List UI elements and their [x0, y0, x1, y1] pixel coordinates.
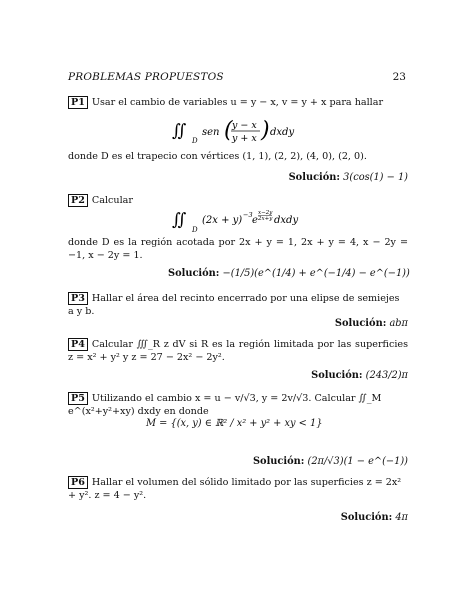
- solution-value: (2π/√3)(1 − e^(−1)): [307, 456, 408, 467]
- solution-label: Solución:: [340, 512, 393, 523]
- problem-tag: P5: [68, 392, 88, 405]
- problem-statement: Usar el cambio de variables u = y − x, v = y + x para hallar: [91, 97, 384, 108]
- svg-text:sen: sen: [202, 127, 220, 138]
- problem-p5: [68, 392, 408, 418]
- problem-tag: P2: [68, 194, 88, 207]
- svg-text:2x+y: 2x+y: [258, 216, 273, 222]
- problem-formula: M = {(x, y) ∈ ℝ² / x² + y² + xy < 1}: [146, 418, 323, 429]
- double-integral-formula-p2: [172, 205, 302, 235]
- problem-tag: P4: [68, 338, 88, 351]
- solution-p4: [168, 370, 408, 381]
- problem-p4: [68, 338, 408, 364]
- solution-p6: [168, 512, 408, 523]
- solution-label: Solución:: [311, 370, 363, 381]
- svg-text:(2x + y): (2x + y): [202, 215, 243, 226]
- problem-formula: [172, 205, 302, 238]
- problem-statement: Hallar el área del recinto encerrado por una elipse de semiejes a y b.: [68, 293, 400, 317]
- solution-value: abπ: [389, 318, 408, 329]
- problem-after-text: donde D es el trapecio con vértices (1, 1), (2, 2), (4, 0), (2, 0).: [68, 151, 367, 162]
- solution-p2: [168, 268, 408, 279]
- svg-text:∬: ∬: [172, 210, 187, 230]
- problem-formula: [172, 116, 302, 149]
- problem-statement: Calcular: [91, 195, 133, 206]
- problem-p3: [68, 292, 408, 318]
- problem-statement: Calcular ∭_R z dV si R es la región limitada por las superficies z = x² + y² y z = 27 − 2x² − 2y².: [68, 339, 408, 363]
- double-integral-formula-p1: [172, 116, 302, 146]
- svg-text:y + x: y + x: [232, 133, 257, 144]
- svg-text:x−2y: x−2y: [258, 210, 273, 216]
- solution-label: Solución:: [168, 268, 220, 279]
- solution-label: Solución:: [334, 318, 387, 329]
- solution-value: −(1/5)(e^(1/4) + e^(−1/4) − e^(−1)): [222, 268, 410, 279]
- svg-text:(: (: [224, 118, 233, 143]
- svg-text:y − x: y − x: [232, 120, 257, 131]
- solution-p3: [168, 318, 408, 329]
- problem-p1: [68, 96, 408, 109]
- svg-text:D: D: [192, 137, 198, 145]
- svg-text:D: D: [192, 226, 198, 234]
- solution-p1: [168, 172, 408, 183]
- svg-text:∬: ∬: [172, 121, 187, 141]
- page-number: 23: [392, 71, 406, 83]
- problem-tag: P6: [68, 476, 88, 489]
- svg-text:dxdy: dxdy: [274, 215, 299, 226]
- problem-tag: P1: [68, 96, 88, 109]
- running-header-title: PROBLEMAS PROPUESTOS: [68, 71, 224, 83]
- problem-statement: Utilizando el cambio x = u − v/√3, y = 2v/√3. Calcular ∬_M e^(x²+y²+xy) dxdy en donde: [68, 393, 382, 417]
- problem-p6: [68, 476, 408, 502]
- solution-value: 4π: [395, 512, 408, 523]
- svg-text:e: e: [252, 215, 258, 226]
- solution-label: Solución:: [288, 172, 341, 183]
- svg-text:dxdy: dxdy: [270, 127, 295, 138]
- problem-statement: Hallar el volumen del sólido limitado por las superficies z = 2x² + y². z = 4 − y².: [68, 477, 402, 501]
- solution-value: (243/2)π: [365, 370, 408, 381]
- svg-text:): ): [261, 118, 270, 143]
- problem-tag: P3: [68, 292, 88, 305]
- problem-after-text: donde D es la región acotada por 2x + y = 1, 2x + y = 4, x − 2y = −1, x − 2y = 1.: [68, 237, 408, 261]
- solution-label: Solución:: [252, 456, 305, 467]
- solution-value: 3(cos(1) − 1): [343, 172, 408, 183]
- svg-text:−3: −3: [243, 211, 253, 219]
- solution-p5: [168, 456, 408, 467]
